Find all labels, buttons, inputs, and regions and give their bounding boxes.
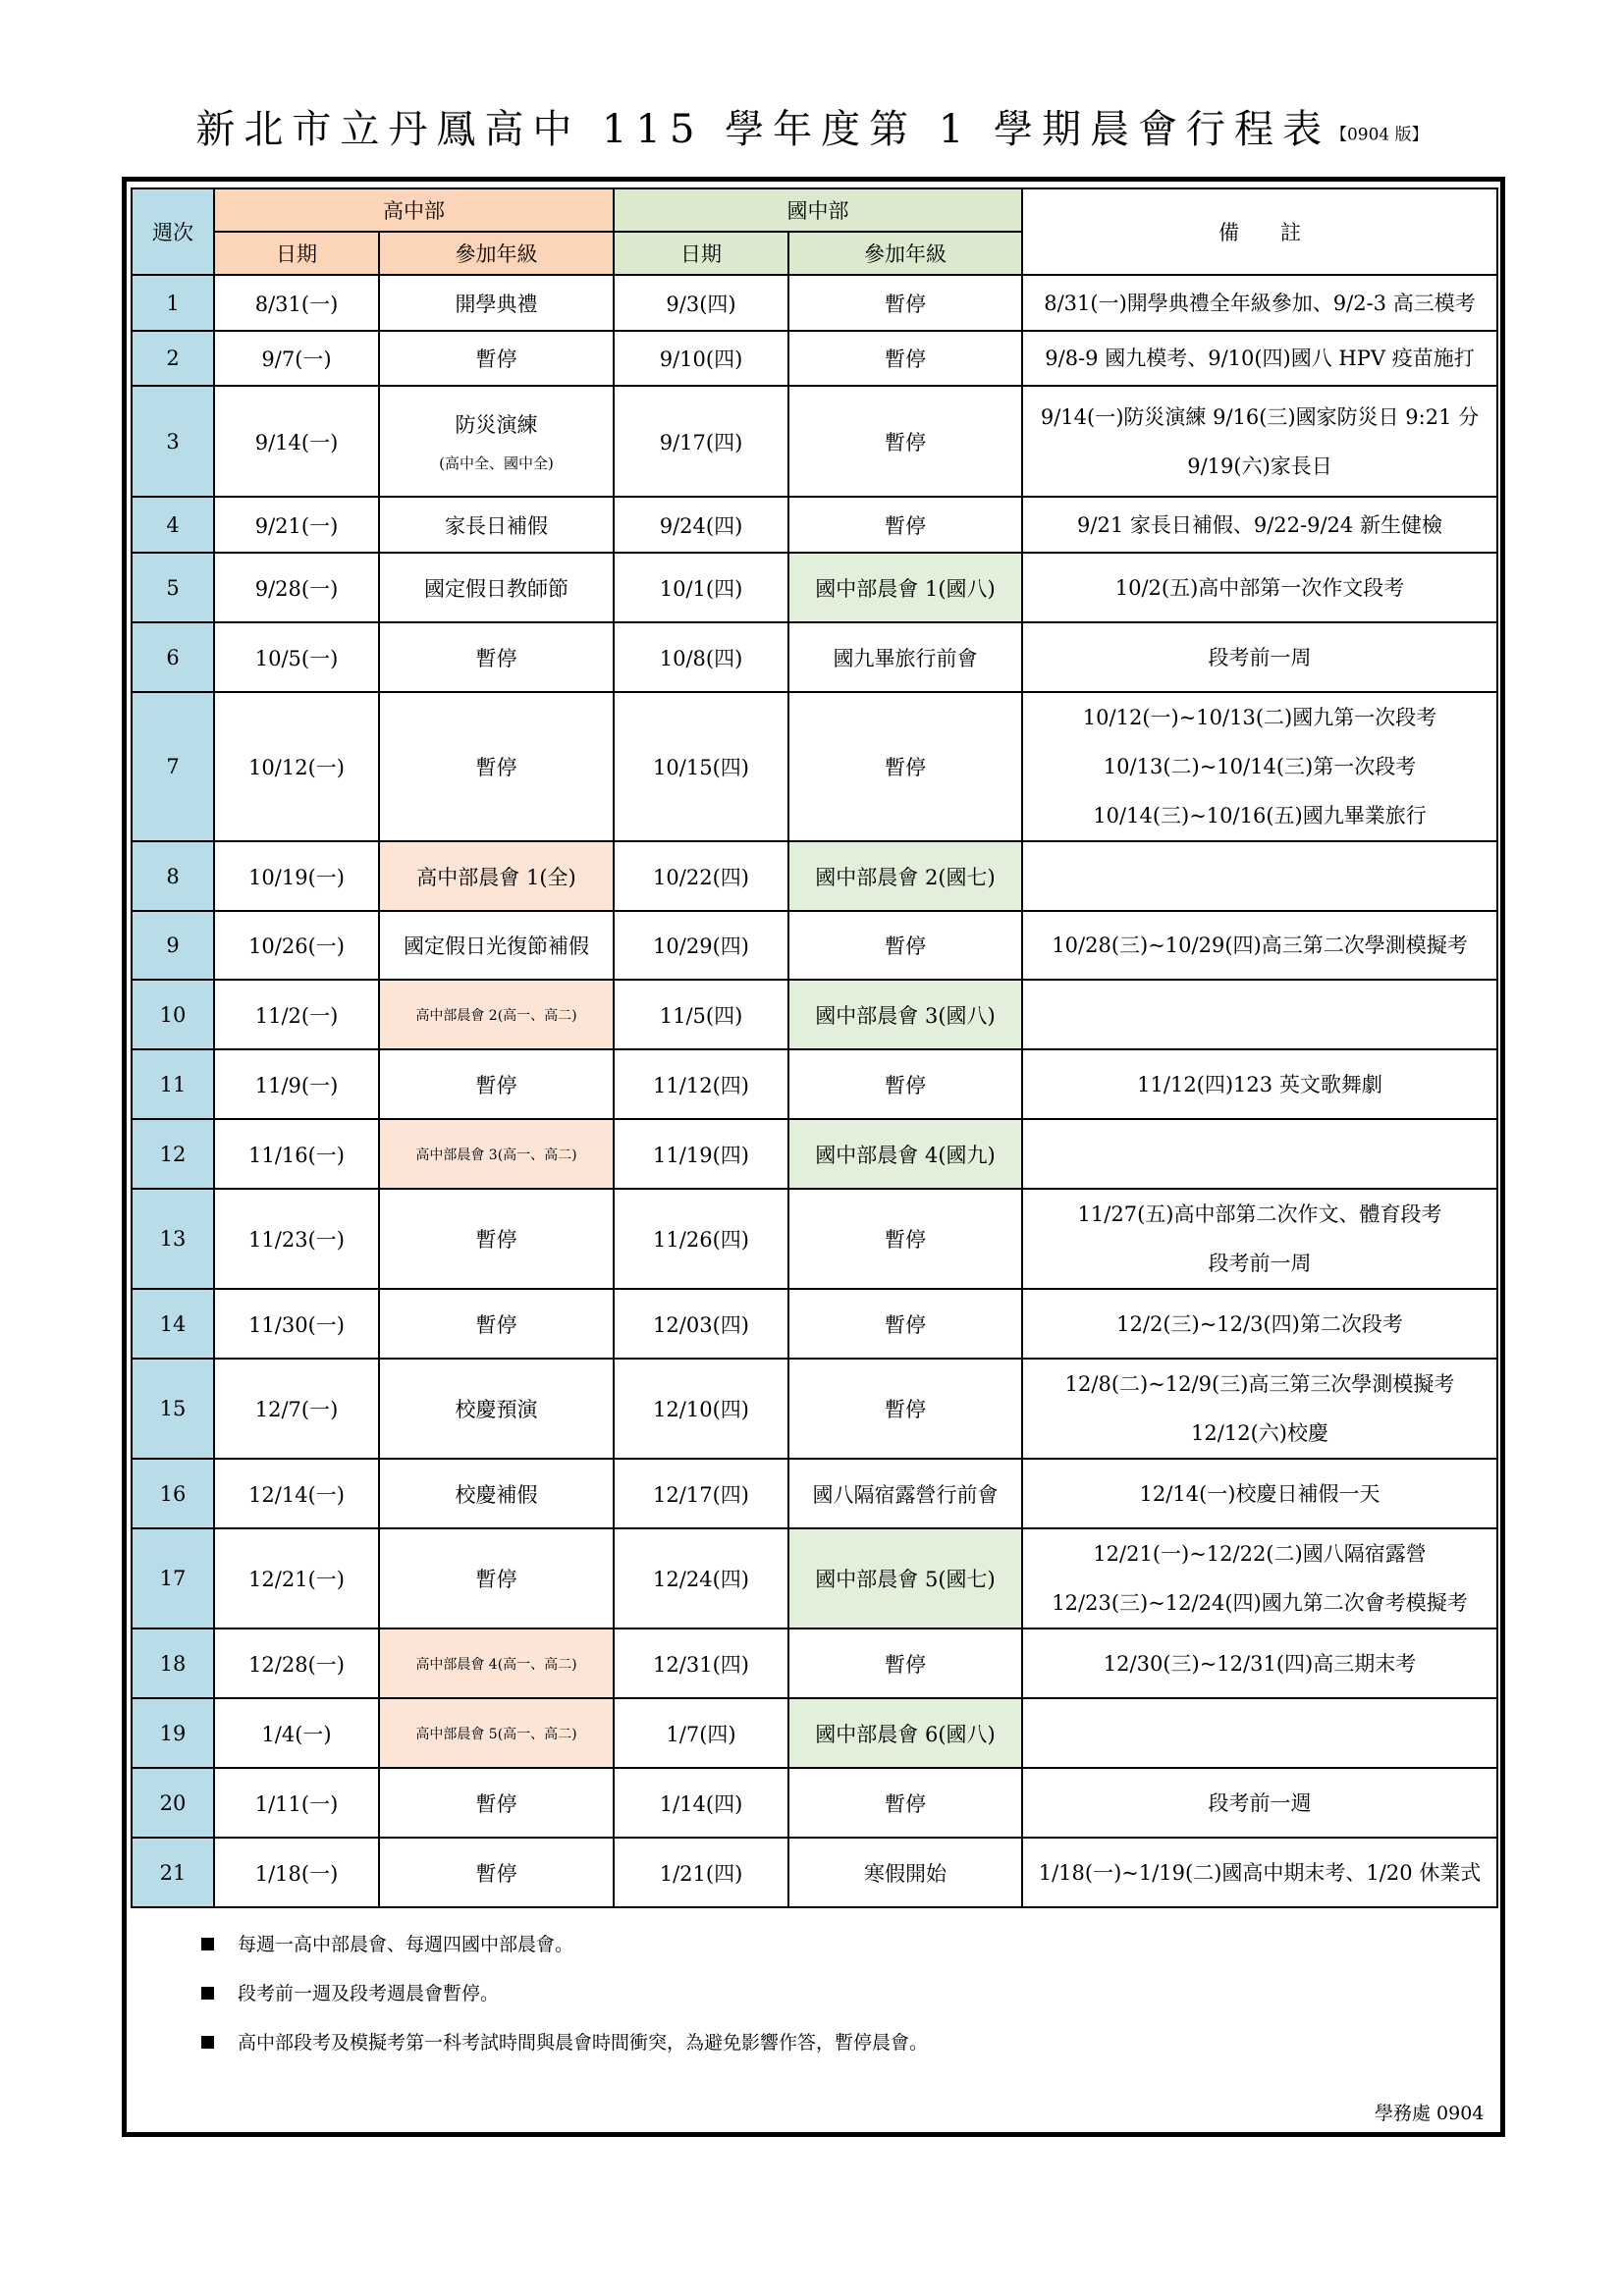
jh-grade: 暫停	[788, 275, 1022, 331]
jh-date: 9/17(四)	[614, 386, 788, 497]
note-bullet-text: 高中部段考及模擬考第一科考試時間與晨會時間衝突，為避免影響作答，暫停晨會。	[238, 2032, 929, 2054]
jh-date: 11/12(四)	[614, 1049, 788, 1119]
remark-line: 12/8(二)~12/9(三)高三第三次學測模擬考	[1064, 1372, 1455, 1396]
office-signature: 學務處 0904	[1375, 2103, 1485, 2124]
hs-date: 11/16(一)	[214, 1119, 379, 1189]
hs-grade: 校慶預演	[379, 1359, 614, 1459]
hs-grade: 高中部晨會 4(高一、高二)	[379, 1629, 614, 1698]
table-row	[132, 911, 1497, 980]
jh-grade: 暫停	[788, 1629, 1022, 1698]
hs-grade-main: 防災演練	[455, 413, 538, 437]
hs-grade: 國定假日教師節	[379, 553, 614, 622]
remarks-cell	[1022, 841, 1497, 911]
week-number: 19	[132, 1698, 214, 1768]
version-label: 【0904 版】	[1329, 125, 1429, 145]
hs-grade: 暫停	[379, 1768, 614, 1838]
jh-grade: 國中部晨會 1(國八)	[788, 553, 1022, 622]
table-row	[132, 553, 1497, 622]
remarks-cell	[1022, 1698, 1497, 1768]
remark-line: 9/14(一)防災演練 9/16(三)國家防災日 9:21 分	[1040, 404, 1480, 429]
remarks-cell	[1022, 1119, 1497, 1189]
square-bullet-icon	[201, 1938, 214, 1950]
remark-line: 12/21(一)~12/22(二)國八隔宿露營	[1093, 1542, 1427, 1566]
remark-line: 10/12(一)~10/13(二)國九第一次段考	[1082, 706, 1437, 729]
hs-date: 9/7(一)	[214, 331, 379, 386]
week-number: 12	[132, 1119, 214, 1189]
table-row	[132, 841, 1497, 911]
jh-grade: 暫停	[788, 1359, 1022, 1459]
square-bullet-icon	[201, 1987, 214, 2000]
hs-date: 8/31(一)	[214, 275, 379, 331]
remark-line: 1/18(一)~1/19(二)國高中期末考、1/20 休業式	[1038, 1860, 1482, 1885]
header-jh-grade: 參加年級	[788, 232, 1022, 275]
note-bullet	[201, 1979, 499, 2005]
hs-date: 10/5(一)	[214, 622, 379, 692]
header-high-school: 高中部	[214, 188, 614, 232]
week-number: 10	[132, 980, 214, 1049]
header-week: 週次	[132, 188, 214, 275]
remark-line: 10/2(五)高中部第一次作文段考	[1114, 575, 1405, 600]
table-row	[132, 1459, 1497, 1528]
remarks-cell	[1022, 1629, 1497, 1698]
week-number: 6	[132, 622, 214, 692]
hs-date: 9/28(一)	[214, 553, 379, 622]
remark-line: 段考前一周	[1208, 1252, 1312, 1275]
week-number: 4	[132, 497, 214, 553]
hs-date: 10/19(一)	[214, 841, 379, 911]
hs-grade: 高中部晨會 3(高一、高二)	[379, 1119, 614, 1189]
table-row	[132, 1768, 1497, 1838]
jh-date: 9/10(四)	[614, 331, 788, 386]
hs-grade-sub: (高中全、國中全)	[439, 454, 554, 472]
remarks-cell	[1022, 1189, 1497, 1289]
week-number: 17	[132, 1528, 214, 1629]
jh-grade: 暫停	[788, 1289, 1022, 1359]
jh-date: 11/5(四)	[614, 980, 788, 1049]
week-number: 1	[132, 275, 214, 331]
table-row	[132, 331, 1497, 386]
hs-grade: 暫停	[379, 692, 614, 841]
hs-date: 12/14(一)	[214, 1459, 379, 1528]
remark-line: 段考前一周	[1208, 645, 1312, 669]
remarks-cell	[1022, 1528, 1497, 1629]
hs-date: 9/14(一)	[214, 386, 379, 497]
remarks-cell	[1022, 497, 1497, 553]
remark-line: 9/8-9 國九模考、9/10(四)國八 HPV 疫苗施打	[1045, 347, 1475, 370]
jh-date: 9/3(四)	[614, 275, 788, 331]
hs-date: 12/21(一)	[214, 1528, 379, 1629]
hs-date: 12/7(一)	[214, 1359, 379, 1459]
hs-date: 11/2(一)	[214, 980, 379, 1049]
hs-grade: 高中部晨會 2(高一、高二)	[379, 980, 614, 1049]
remark-line: 10/28(三)~10/29(四)高三第二次學測模擬考	[1052, 934, 1468, 957]
schedule-table	[131, 187, 1498, 1908]
jh-grade: 寒假開始	[788, 1838, 1022, 1907]
jh-grade: 國中部晨會 2(國七)	[788, 841, 1022, 911]
remark-line: 9/21 家長日補假、9/22-9/24 新生健檢	[1077, 512, 1442, 537]
week-number: 8	[132, 841, 214, 911]
hs-grade: 校慶補假	[379, 1459, 614, 1528]
remark-line: 12/12(六)校慶	[1191, 1421, 1328, 1445]
hs-date: 1/4(一)	[214, 1698, 379, 1768]
hs-date: 11/23(一)	[214, 1189, 379, 1289]
jh-date: 12/24(四)	[614, 1528, 788, 1629]
week-number: 18	[132, 1629, 214, 1698]
hs-grade: 國定假日光復節補假	[379, 911, 614, 980]
week-number: 13	[132, 1189, 214, 1289]
week-number: 11	[132, 1049, 214, 1119]
remarks-cell	[1022, 1359, 1497, 1459]
remark-line: 12/14(一)校慶日補假一天	[1139, 1481, 1380, 1506]
jh-date: 9/24(四)	[614, 497, 788, 553]
jh-grade: 國中部晨會 4(國九)	[788, 1119, 1022, 1189]
jh-date: 1/21(四)	[614, 1838, 788, 1907]
hs-grade: 暫停	[379, 1528, 614, 1629]
week-number: 7	[132, 692, 214, 841]
table-row	[132, 1528, 1497, 1629]
jh-grade: 暫停	[788, 497, 1022, 553]
table-row	[132, 1049, 1497, 1119]
jh-grade: 暫停	[788, 911, 1022, 980]
table-row	[132, 1359, 1497, 1459]
table-row	[132, 275, 1497, 331]
header-row-1	[132, 188, 1497, 232]
remarks-cell	[1022, 275, 1497, 331]
remarks-cell	[1022, 622, 1497, 692]
remarks-cell	[1022, 1768, 1497, 1838]
hs-grade: 高中部晨會 5(高一、高二)	[379, 1698, 614, 1768]
note-bullet	[201, 1930, 573, 1956]
jh-grade: 暫停	[788, 331, 1022, 386]
remarks-cell	[1022, 553, 1497, 622]
jh-grade: 國中部晨會 5(國七)	[788, 1528, 1022, 1629]
jh-date: 12/17(四)	[614, 1459, 788, 1528]
remarks-cell	[1022, 386, 1497, 497]
week-number: 16	[132, 1459, 214, 1528]
remark-line: 12/2(三)~12/3(四)第二次段考	[1116, 1311, 1403, 1336]
hs-grade: 高中部晨會 1(全)	[379, 841, 614, 911]
jh-grade: 暫停	[788, 1049, 1022, 1119]
remark-line: 11/12(四)123 英文歌舞劇	[1137, 1072, 1382, 1096]
remarks-cell	[1022, 1289, 1497, 1359]
week-number: 2	[132, 331, 214, 386]
table-row	[132, 1189, 1497, 1289]
hs-grade: 暫停	[379, 1838, 614, 1907]
jh-date: 12/31(四)	[614, 1629, 788, 1698]
week-number: 9	[132, 911, 214, 980]
jh-grade: 國八隔宿露營行前會	[788, 1459, 1022, 1528]
header-jh-date: 日期	[614, 232, 788, 275]
hs-grade: 暫停	[379, 1049, 614, 1119]
header-remarks: 備 註	[1022, 188, 1497, 275]
table-row	[132, 1698, 1497, 1768]
remark-line: 12/23(三)~12/24(四)國九第二次會考模擬考	[1052, 1591, 1468, 1615]
hs-grade: 開學典禮	[379, 275, 614, 331]
jh-grade: 暫停	[788, 692, 1022, 841]
jh-date: 1/7(四)	[614, 1698, 788, 1768]
header-hs-date: 日期	[214, 232, 379, 275]
jh-grade: 暫停	[788, 1189, 1022, 1289]
jh-date: 12/10(四)	[614, 1359, 788, 1459]
week-number: 20	[132, 1768, 214, 1838]
table-row	[132, 1838, 1497, 1907]
note-bullet-text: 每週一高中部晨會、每週四國中部晨會。	[238, 1934, 574, 1955]
jh-date: 12/03(四)	[614, 1289, 788, 1359]
remarks-cell	[1022, 331, 1497, 386]
jh-grade: 暫停	[788, 386, 1022, 497]
hs-date: 11/9(一)	[214, 1049, 379, 1119]
hs-date: 1/11(一)	[214, 1768, 379, 1838]
remark-line: 段考前一週	[1208, 1790, 1312, 1815]
header-hs-grade: 參加年級	[379, 232, 614, 275]
table-row	[132, 1629, 1497, 1698]
remarks-cell	[1022, 980, 1497, 1049]
header-junior-high: 國中部	[614, 188, 1022, 232]
remark-line: 8/31(一)開學典禮全年級參加、9/2-3 高三模考	[1044, 291, 1476, 315]
hs-grade: 暫停	[379, 1189, 614, 1289]
remark-line: 12/30(三)~12/31(四)高三期末考	[1103, 1651, 1417, 1676]
table-row	[132, 622, 1497, 692]
remark-line: 10/14(三)~10/16(五)國九畢業旅行	[1093, 804, 1427, 828]
remark-line: 11/27(五)高中部第二次作文、體育段考	[1077, 1202, 1442, 1226]
jh-date: 10/8(四)	[614, 622, 788, 692]
note-bullet	[201, 2028, 928, 2055]
jh-date: 11/26(四)	[614, 1189, 788, 1289]
week-number: 15	[132, 1359, 214, 1459]
table-row	[132, 692, 1497, 841]
table-row	[132, 980, 1497, 1049]
table-row	[132, 497, 1497, 553]
week-number: 21	[132, 1838, 214, 1907]
jh-grade: 國九畢旅行前會	[788, 622, 1022, 692]
hs-date: 10/26(一)	[214, 911, 379, 980]
remarks-cell	[1022, 1049, 1497, 1119]
table-row	[132, 386, 1497, 497]
hs-date: 11/30(一)	[214, 1289, 379, 1359]
remark-line: 10/13(二)~10/14(三)第一次段考	[1103, 755, 1417, 778]
week-number: 5	[132, 553, 214, 622]
hs-date: 12/28(一)	[214, 1629, 379, 1698]
remarks-cell	[1022, 692, 1497, 841]
jh-date: 10/22(四)	[614, 841, 788, 911]
week-number: 3	[132, 386, 214, 497]
hs-grade: 家長日補假	[379, 497, 614, 553]
hs-date: 10/12(一)	[214, 692, 379, 841]
remarks-cell	[1022, 911, 1497, 980]
remarks-cell	[1022, 1459, 1497, 1528]
hs-grade: 暫停	[379, 622, 614, 692]
table-row	[132, 1289, 1497, 1359]
remark-line: 9/19(六)家長日	[1187, 454, 1332, 478]
hs-date: 9/21(一)	[214, 497, 379, 553]
jh-grade: 暫停	[788, 1768, 1022, 1838]
jh-date: 10/1(四)	[614, 553, 788, 622]
hs-date: 1/18(一)	[214, 1838, 379, 1907]
title-text: 新北市立丹鳳高中 115 學年度第 1 學期晨會行程表	[195, 107, 1330, 152]
jh-date: 11/19(四)	[614, 1119, 788, 1189]
jh-date: 10/15(四)	[614, 692, 788, 841]
square-bullet-icon	[201, 2036, 214, 2049]
jh-date: 1/14(四)	[614, 1768, 788, 1838]
hs-grade: 暫停	[379, 1289, 614, 1359]
jh-grade: 國中部晨會 6(國八)	[788, 1698, 1022, 1768]
remarks-cell	[1022, 1838, 1497, 1907]
table-row	[132, 1119, 1497, 1189]
schedule-body	[132, 188, 1497, 1907]
jh-grade: 國中部晨會 3(國八)	[788, 980, 1022, 1049]
hs-grade: 暫停	[379, 331, 614, 386]
page-title	[0, 98, 1624, 154]
hs-grade	[379, 386, 614, 497]
week-number: 14	[132, 1289, 214, 1359]
jh-date: 10/29(四)	[614, 911, 788, 980]
note-bullet-text: 段考前一週及段考週晨會暫停。	[238, 1983, 500, 2004]
